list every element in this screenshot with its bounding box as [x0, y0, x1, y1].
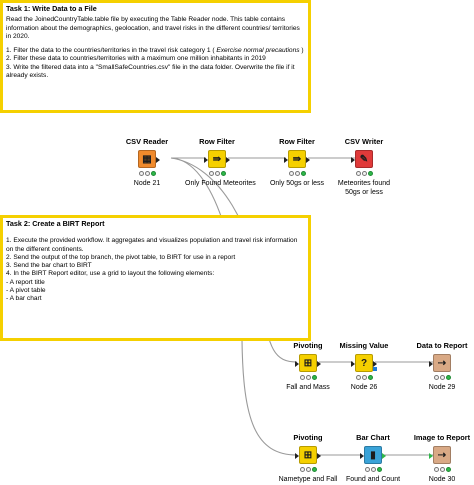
- node-title: Pivoting: [293, 341, 323, 350]
- node-label[interactable]: Only 50gs or less: [269, 180, 325, 187]
- output-port[interactable]: [156, 157, 160, 163]
- node-data-to-report[interactable]: [410, 341, 474, 393]
- output-port[interactable]: [306, 157, 310, 163]
- row-filter-icon[interactable]: ⇛: [208, 150, 226, 168]
- input-port[interactable]: [295, 361, 299, 367]
- node-title: Row Filter: [199, 137, 235, 146]
- node-status: [355, 375, 373, 381]
- node-title: Image to Report: [413, 433, 471, 442]
- task1-title: Task 1: Write Data to a File: [6, 4, 97, 13]
- node-row-filter-2[interactable]: [265, 137, 329, 189]
- missing-value-icon[interactable]: ?: [355, 354, 373, 372]
- node-label[interactable]: Node 30: [428, 476, 456, 483]
- task2-annotation[interactable]: [0, 215, 311, 341]
- node-label[interactable]: Node 29: [428, 384, 456, 391]
- task1-step2: 2. Filter these data to countries/territories with a maximum one million inhabitants in 2019: [6, 55, 266, 63]
- node-title: Row Filter: [279, 137, 315, 146]
- node-status: [433, 375, 451, 381]
- task2-step2: 2. Send the output of the top branch, the pivot table, to BIRT for use in a report: [6, 253, 236, 261]
- output-port[interactable]: [317, 361, 321, 367]
- node-csv-writer[interactable]: [332, 137, 396, 197]
- row-filter-icon[interactable]: ⇛: [288, 150, 306, 168]
- bar-chart-icon[interactable]: ▮: [364, 446, 382, 464]
- task1-step3: 3. Write the filtered data into a "SmallSafeCountries.csv" file in the data folder. Overwrite the file if it already exists.: [6, 63, 297, 80]
- node-pivoting-2[interactable]: [276, 433, 340, 485]
- input-port[interactable]: [360, 453, 364, 459]
- task2-title: Task 2: Create a BIRT Report: [6, 219, 105, 228]
- input-port[interactable]: [204, 157, 208, 163]
- node-label[interactable]: Meteorites found 50gs or less: [337, 180, 391, 196]
- node-status: [364, 467, 382, 473]
- csv-reader-icon[interactable]: ▦: [138, 150, 156, 168]
- node-status: [288, 171, 306, 177]
- task2-step4: 4. In the BIRT Report editor, use a grid to layout the following elements:: [6, 270, 215, 278]
- node-pivoting-1[interactable]: [276, 341, 340, 393]
- data-to-report-icon[interactable]: ⇢: [433, 354, 451, 372]
- input-port[interactable]: [429, 361, 433, 367]
- input-port[interactable]: [429, 453, 433, 459]
- node-csv-reader[interactable]: [115, 137, 179, 189]
- task2-item-pivot: - A pivot table: [6, 287, 46, 295]
- task2-item-barchart: - A bar chart: [6, 295, 42, 303]
- node-status: [299, 375, 317, 381]
- input-port[interactable]: [351, 361, 355, 367]
- pivoting-icon[interactable]: ⊞: [299, 446, 317, 464]
- node-title: Missing Value: [339, 341, 389, 350]
- node-row-filter-1[interactable]: [185, 137, 256, 189]
- node-label[interactable]: Nametype and Fall: [278, 476, 338, 483]
- input-port[interactable]: [351, 157, 355, 163]
- node-status: [299, 467, 317, 473]
- model-port[interactable]: [373, 367, 377, 371]
- node-missing-value[interactable]: [332, 341, 396, 393]
- node-title: CSV Writer: [344, 137, 384, 146]
- node-title: Data to Report: [416, 341, 468, 350]
- node-status: [355, 171, 373, 177]
- node-status: [208, 171, 226, 177]
- input-port[interactable]: [284, 157, 288, 163]
- node-label[interactable]: Node 26: [350, 384, 378, 391]
- node-status: [433, 467, 451, 473]
- node-status: [138, 171, 156, 177]
- task2-item-title: - A report title: [6, 278, 45, 286]
- node-label[interactable]: Fall and Mass: [286, 384, 330, 391]
- image-to-report-icon[interactable]: ⇢: [433, 446, 451, 464]
- input-port[interactable]: [295, 453, 299, 459]
- node-image-to-report[interactable]: [410, 433, 474, 485]
- csv-writer-icon[interactable]: ✎: [355, 150, 373, 168]
- node-title: Bar Chart: [356, 433, 390, 442]
- node-title: Pivoting: [293, 433, 323, 442]
- node-label[interactable]: Found and Count: [345, 476, 401, 483]
- output-port[interactable]: [226, 157, 230, 163]
- node-label[interactable]: Node 21: [133, 180, 161, 187]
- task2-step3: 3. Send the bar chart to BIRT: [6, 262, 92, 270]
- task2-step1: 1. Execute the provided workflow. It aggregates and visualizes population and travel risk information on the different continents.: [6, 237, 300, 253]
- task1-annotation[interactable]: [0, 0, 311, 113]
- task1-intro: Read the JoinedCountryTable.table file by executing the Table Reader node. This table contains information about the demographics, geolocation, and travel risks in the different countries/ territories in 2020.: [6, 16, 302, 40]
- pivoting-icon[interactable]: ⊞: [299, 354, 317, 372]
- node-title: CSV Reader: [125, 137, 169, 146]
- output-port[interactable]: [317, 453, 321, 459]
- node-label[interactable]: Only Found Meteorites: [185, 180, 256, 187]
- task1-step1: 1. Filter the data to the countries/territories in the travel risk category 1 ( Exercise normal precautions ): [6, 47, 304, 55]
- node-bar-chart[interactable]: [341, 433, 405, 485]
- image-port[interactable]: [382, 453, 386, 459]
